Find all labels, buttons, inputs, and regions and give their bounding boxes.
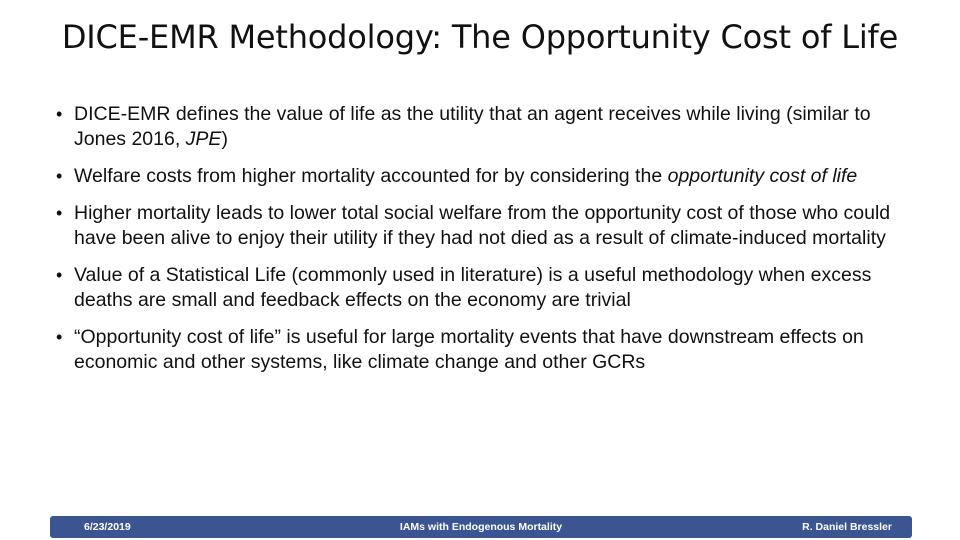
- footer-author: R. Daniel Bressler: [802, 521, 892, 533]
- bullet-text: [74, 326, 864, 373]
- footer-title: IAMs with Endogenous Mortality: [399, 521, 563, 533]
- footer-date: 6/23/2019: [84, 521, 131, 533]
- bullet-dot-icon: •: [56, 166, 63, 186]
- bullet-text-italic: JPE: [185, 128, 222, 150]
- bullet-list: [56, 102, 916, 387]
- bullet-dot-icon: •: [56, 104, 63, 124]
- bullet-item: [56, 263, 916, 313]
- bullet-text-segment: “Opportunity cost of life” is useful for large mortality events that have downstream effects on economic and other systems, like climate change and other GCRs: [74, 326, 864, 373]
- bullet-item: [56, 325, 916, 375]
- bullet-text-segment: Welfare costs from higher mortality accounted for by considering the: [74, 165, 668, 187]
- slide-title: DICE-EMR Methodology: The Opportunity Cost of Life: [61, 18, 899, 56]
- bullet-item: [56, 102, 916, 152]
- bullet-text-segment: ): [221, 128, 228, 150]
- bullet-text-segment: Higher mortality leads to lower total social welfare from the opportunity cost of those who could have been alive to enjoy their utility if they had not died as a result of climate-induced mortality: [74, 202, 891, 249]
- bullet-text: [74, 264, 871, 311]
- bullet-text-italic: opportunity cost of life: [667, 165, 858, 187]
- footer-bar: [50, 516, 912, 538]
- bullet-item: [56, 164, 916, 189]
- bullet-dot-icon: •: [56, 327, 63, 347]
- bullet-text: [74, 202, 890, 249]
- bullet-text-segment: Value of a Statistical Life (commonly used in literature) is a useful methodology when excess deaths are small and feedback effects on the economy are trivial: [74, 264, 872, 311]
- bullet-dot-icon: •: [56, 265, 63, 285]
- bullet-item: [56, 201, 916, 251]
- bullet-text: [74, 103, 871, 150]
- bullet-text-segment: DICE-EMR defines the value of life as the utility that an agent receives while living (similar to Jones 2016,: [74, 103, 871, 150]
- bullet-dot-icon: •: [56, 203, 63, 223]
- bullet-text: [74, 165, 857, 187]
